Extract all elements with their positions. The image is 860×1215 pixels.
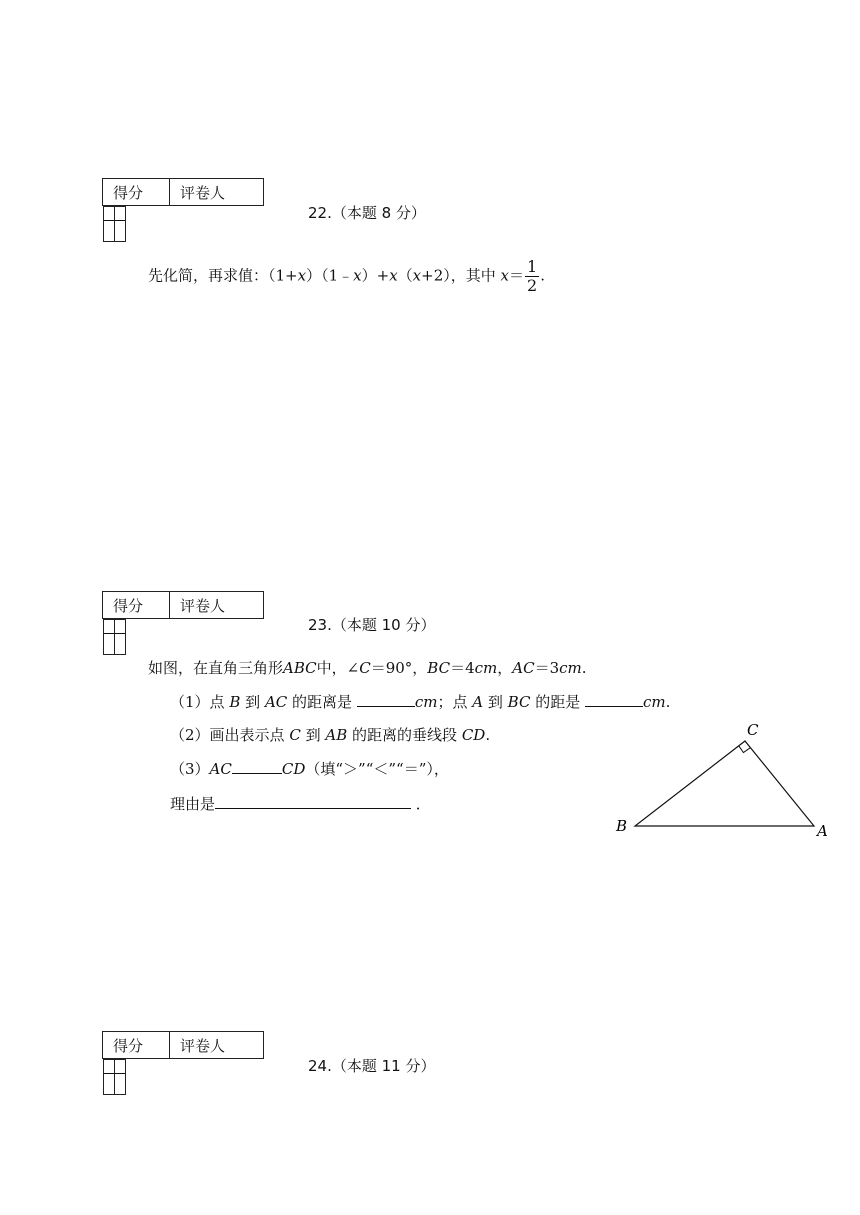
q23-part1: （1）点 B 到 AC 的距离是 cm；点 A 到 BC 的距是 cm. xyxy=(170,693,671,711)
grader-cell[interactable] xyxy=(114,207,125,242)
score-table-23 xyxy=(102,591,264,638)
grader-cell[interactable] xyxy=(114,620,125,655)
q22-header: 22.（本题 8 分） xyxy=(308,204,426,222)
vertex-label-b: B xyxy=(616,817,628,835)
vertex-label-c: C xyxy=(747,721,759,739)
q22-problem: 先化简，再求值：（1+x）（1﹣x）+x（x+2），其中 x＝ $\frac{1}{2}$ . xyxy=(148,257,545,295)
grader-label: 评卷人 xyxy=(170,1032,264,1059)
right-triangle-figure xyxy=(600,715,840,845)
score-cell[interactable] xyxy=(103,207,114,242)
q23-intro: 如图，在直角三角形ABC中，∠C＝90°，BC＝4cm，AC＝3cm. xyxy=(148,659,587,677)
fraction-one-half: $\frac{1}{2}$ xyxy=(527,257,538,295)
score-label: 得分 xyxy=(103,1032,170,1059)
score-label: 得分 xyxy=(103,592,170,619)
q23-part2: （2）画出表示点 C 到 AB 的距离的垂线段 CD. xyxy=(170,726,491,744)
score-cell[interactable] xyxy=(103,1060,114,1095)
q23-part3: （3）AC CD（填“＞”“＜”“＝”）， xyxy=(170,760,449,778)
q23-header: 23.（本题 10 分） xyxy=(308,616,436,634)
q24-header: 24.（本题 11 分） xyxy=(308,1057,436,1075)
answer-blank-1[interactable] xyxy=(357,692,415,707)
triangle-abc xyxy=(635,741,814,826)
q23-reason: 理由是 ． xyxy=(170,795,431,813)
answer-blank-2[interactable] xyxy=(585,692,643,707)
answer-blank-3[interactable] xyxy=(232,759,282,774)
score-cell[interactable] xyxy=(103,620,114,655)
score-table-22 xyxy=(102,178,264,225)
grader-label: 评卷人 xyxy=(170,179,264,206)
score-table-24 xyxy=(102,1031,264,1078)
grader-label: 评卷人 xyxy=(170,592,264,619)
grader-cell[interactable] xyxy=(114,1060,125,1095)
answer-blank-reason[interactable] xyxy=(215,794,411,809)
right-angle-mark xyxy=(739,746,751,753)
score-label: 得分 xyxy=(103,179,170,206)
vertex-label-a: A xyxy=(817,822,828,840)
